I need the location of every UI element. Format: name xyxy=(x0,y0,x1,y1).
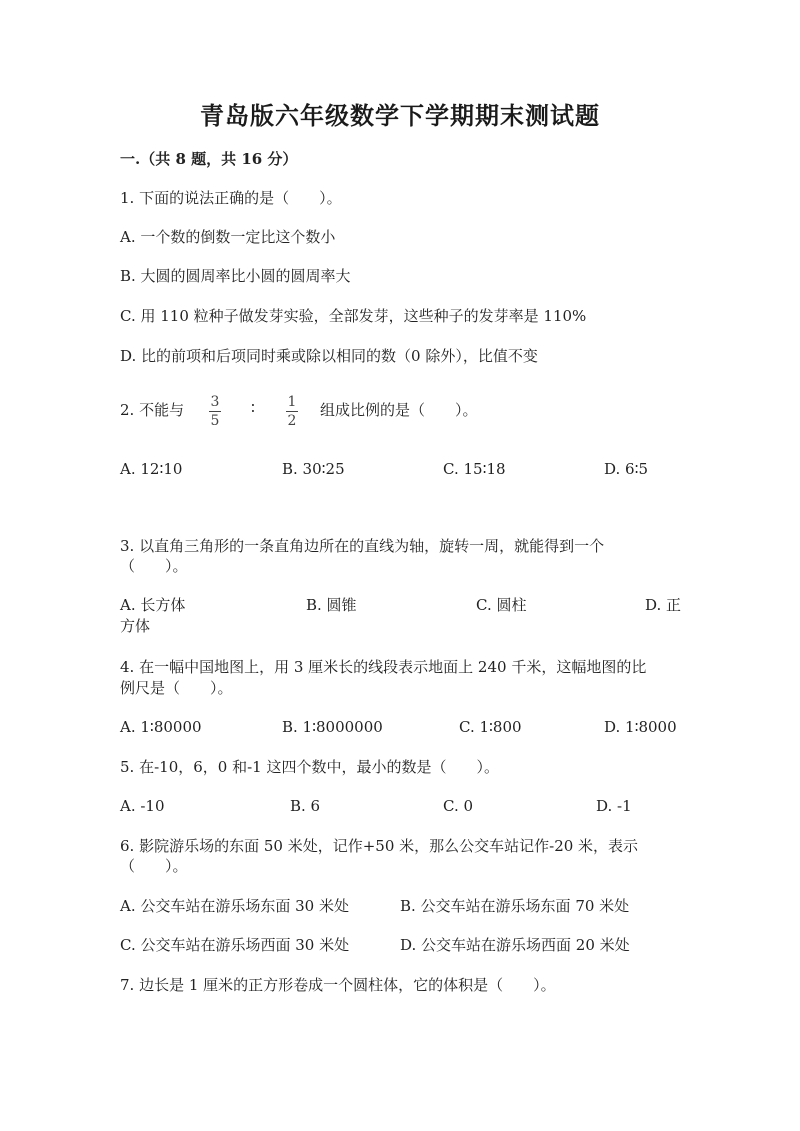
question-4-option-d: D. 1∶8000 xyxy=(604,718,677,736)
question-6-option-d: D. 公交车站在游乐场西面 20 米处 xyxy=(400,936,630,954)
question-2-option-d: D. 6∶5 xyxy=(604,460,649,478)
question-4-option-b: B. 1∶8000000 xyxy=(282,718,383,736)
question-1-option-c: C. 用 110 粒种子做发芽实验，全部发芽，这些种子的发芽率是 110% xyxy=(120,307,587,325)
question-5-option-a: A. -10 xyxy=(120,797,165,815)
question-5-option-d: D. -1 xyxy=(596,797,632,815)
question-1-stem: 1. 下面的说法正确的是（ ）。 xyxy=(120,189,342,207)
question-3-option-a: A. 长方体 xyxy=(120,596,186,614)
question-6-stem-line-1: 6. 影院游乐场的东面 50 米处，记作+50 米，那么公交车站记作-20 米，表示 xyxy=(120,837,639,855)
question-4-stem-line-1: 4. 在一幅中国地图上，用 3 厘米长的线段表示地面上 240 千米，这幅地图的比 xyxy=(120,658,647,676)
question-6-option-c: C. 公交车站在游乐场西面 30 米处 xyxy=(120,936,350,954)
ratio-colon: ∶ xyxy=(251,399,255,417)
question-3-option-b: B. 圆锥 xyxy=(306,596,357,614)
question-5-option-b: B. 6 xyxy=(290,797,321,815)
section-heading: 一.（共 8 题，共 16 分） xyxy=(120,150,298,168)
question-2-option-c: C. 15∶18 xyxy=(443,460,506,478)
question-1-option-d: D. 比的前项和后项同时乘或除以相同的数（0 除外），比值不变 xyxy=(120,347,538,365)
question-4-option-c: C. 1∶800 xyxy=(459,718,522,736)
fraction-denominator: 2 xyxy=(287,413,297,429)
question-3-stem-line-2: （ ）。 xyxy=(120,557,188,575)
question-1-option-a: A. 一个数的倒数一定比这个数小 xyxy=(120,228,336,246)
question-6-option-b: B. 公交车站在游乐场东面 70 米处 xyxy=(400,897,630,915)
question-4-option-a: A. 1∶80000 xyxy=(120,718,202,736)
question-5-option-c: C. 0 xyxy=(443,797,474,815)
fraction-three-fifths xyxy=(209,394,221,429)
fraction-denominator: 5 xyxy=(210,413,220,429)
question-4-stem-line-2: 例尺是（ ）。 xyxy=(120,679,233,697)
fraction-numerator: 1 xyxy=(287,394,297,410)
question-2-suffix: 组成比例的是（ ）。 xyxy=(320,401,478,419)
question-1-option-b: B. 大圆的圆周率比小圆的圆周率大 xyxy=(120,267,351,285)
question-5-stem: 5. 在-10，6，0 和-1 这四个数中，最小的数是（ ）。 xyxy=(120,758,499,776)
question-3-option-d: D. 正 xyxy=(645,596,682,614)
question-6-stem-line-2: （ ）。 xyxy=(120,857,188,875)
page-title: 青岛版六年级数学下学期期末测试题 xyxy=(200,101,600,130)
question-2-option-a: A. 12∶10 xyxy=(120,460,183,478)
question-3-option-c: C. 圆柱 xyxy=(476,596,527,614)
question-2-option-b: B. 30∶25 xyxy=(282,460,345,478)
fraction-bar xyxy=(209,411,221,412)
fraction-one-half xyxy=(286,394,298,429)
question-3-option-d-wrap: 方体 xyxy=(120,617,151,635)
question-7-stem: 7. 边长是 1 厘米的正方形卷成一个圆柱体，它的体积是（ ）。 xyxy=(120,976,556,994)
question-3-stem-line-1: 3. 以直角三角形的一条直角边所在的直线为轴，旋转一周，就能得到一个 xyxy=(120,537,605,555)
fraction-numerator: 3 xyxy=(210,394,220,410)
question-6-option-a: A. 公交车站在游乐场东面 30 米处 xyxy=(120,897,349,915)
question-2-prefix: 2. 不能与 xyxy=(120,401,185,419)
fraction-bar xyxy=(286,411,298,412)
